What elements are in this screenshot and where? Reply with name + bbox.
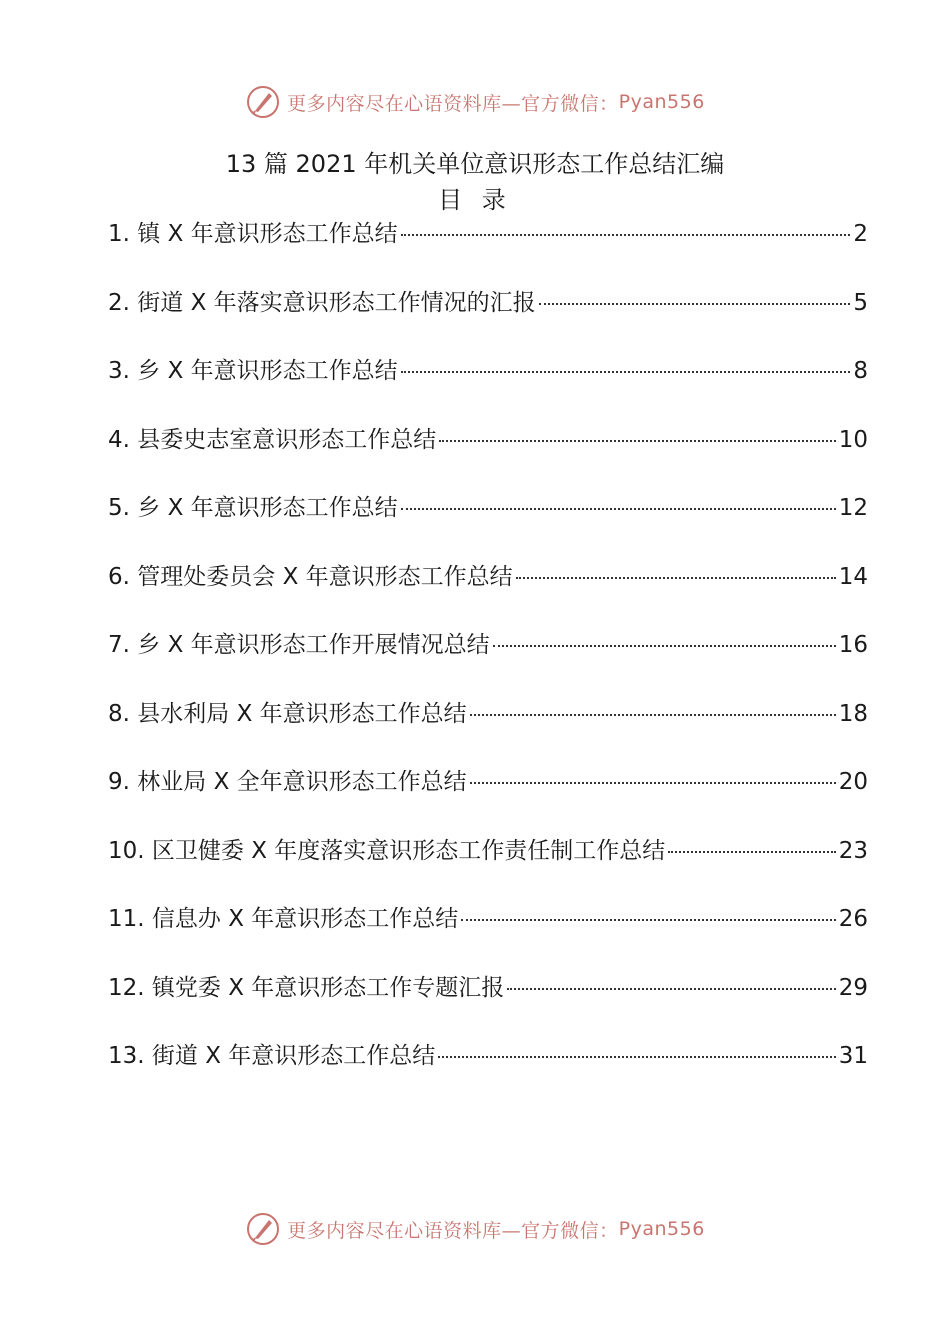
feather-pen-seal-icon (245, 84, 281, 120)
toc-entry-label: 4. 县委史志室意识形态工作总结 (108, 426, 437, 453)
banner-text: 更多内容尽在心语资料库—官方微信： (287, 1219, 619, 1242)
toc-entry-page: 16 (838, 632, 868, 658)
toc-entry-label: 7. 乡 X 年意识形态工作开展情况总结 (108, 632, 490, 658)
dot-leader (493, 645, 836, 647)
toc-entry-page: 26 (838, 906, 868, 932)
dot-leader (401, 371, 851, 373)
toc-entry-page: 10 (838, 426, 868, 453)
toc-entry-page: 20 (838, 769, 868, 795)
dot-leader (439, 440, 835, 442)
toc-entry-label: 1. 镇 X 年意识形态工作总结 (108, 221, 398, 247)
toc-entry-label: 2. 街道 X 年落实意识形态工作情况的汇报 (108, 289, 536, 316)
dot-leader (401, 234, 851, 236)
dot-leader (668, 851, 835, 853)
dot-leader (539, 303, 851, 305)
toc-entry-label: 9. 林业局 X 全年意识形态工作总结 (108, 769, 467, 795)
table-of-contents (108, 216, 868, 1107)
dot-leader (470, 714, 836, 716)
toc-entry[interactable] (108, 1038, 868, 1107)
toc-entry-page: 29 (838, 974, 868, 1001)
toc-entry[interactable] (108, 696, 868, 765)
toc-entry-page: 31 (838, 1043, 868, 1069)
toc-entry-page: 12 (838, 495, 868, 521)
document-title: 13 篇 2021 年机关单位意识形态工作总结汇编 (225, 150, 725, 178)
toc-entry-label: 8. 县水利局 X 年意识形态工作总结 (108, 700, 467, 727)
toc-entry-page: 23 (838, 837, 868, 864)
banner-handle: Pyan556 (618, 1218, 705, 1240)
toc-entry-label: 3. 乡 X 年意识形态工作总结 (108, 358, 398, 384)
dot-leader (401, 508, 836, 510)
toc-entry[interactable] (108, 422, 868, 491)
toc-entry[interactable] (108, 559, 868, 628)
toc-entry-page: 2 (853, 221, 868, 247)
toc-entry-page: 8 (853, 358, 868, 384)
toc-entry-label: 5. 乡 X 年意识形态工作总结 (108, 495, 398, 521)
toc-entry[interactable] (108, 901, 868, 970)
toc-entry[interactable] (108, 764, 868, 833)
dot-leader (438, 1056, 835, 1058)
toc-entry[interactable] (108, 833, 868, 902)
dot-leader (507, 988, 835, 990)
banner-handle: Pyan556 (618, 91, 705, 113)
toc-entry[interactable] (108, 490, 868, 559)
toc-entry-page: 5 (853, 289, 868, 316)
toc-entry[interactable] (108, 285, 868, 354)
dot-leader (461, 919, 835, 921)
toc-entry-label: 12. 镇党委 X 年意识形态工作专题汇报 (108, 974, 505, 1001)
toc-heading: 目 录 (438, 186, 512, 214)
toc-entry-label: 10. 区卫健委 X 年度落实意识形态工作责任制工作总结 (108, 837, 666, 864)
toc-entry[interactable] (108, 627, 868, 696)
dot-leader (516, 577, 836, 579)
toc-entry[interactable] (108, 216, 868, 285)
toc-entry-page: 14 (838, 563, 868, 590)
header-banner (0, 84, 950, 120)
toc-entry[interactable] (108, 353, 868, 422)
toc-entry-page: 18 (838, 700, 868, 727)
dot-leader (470, 782, 836, 784)
toc-entry-label: 11. 信息办 X 年意识形态工作总结 (108, 906, 459, 932)
feather-pen-seal-icon (245, 1211, 281, 1247)
toc-entry[interactable] (108, 970, 868, 1039)
footer-banner (0, 1211, 950, 1247)
toc-entry-label: 13. 街道 X 年意识形态工作总结 (108, 1043, 436, 1069)
toc-entry-label: 6. 管理处委员会 X 年意识形态工作总结 (108, 563, 513, 590)
banner-text: 更多内容尽在心语资料库—官方微信： (287, 92, 619, 115)
